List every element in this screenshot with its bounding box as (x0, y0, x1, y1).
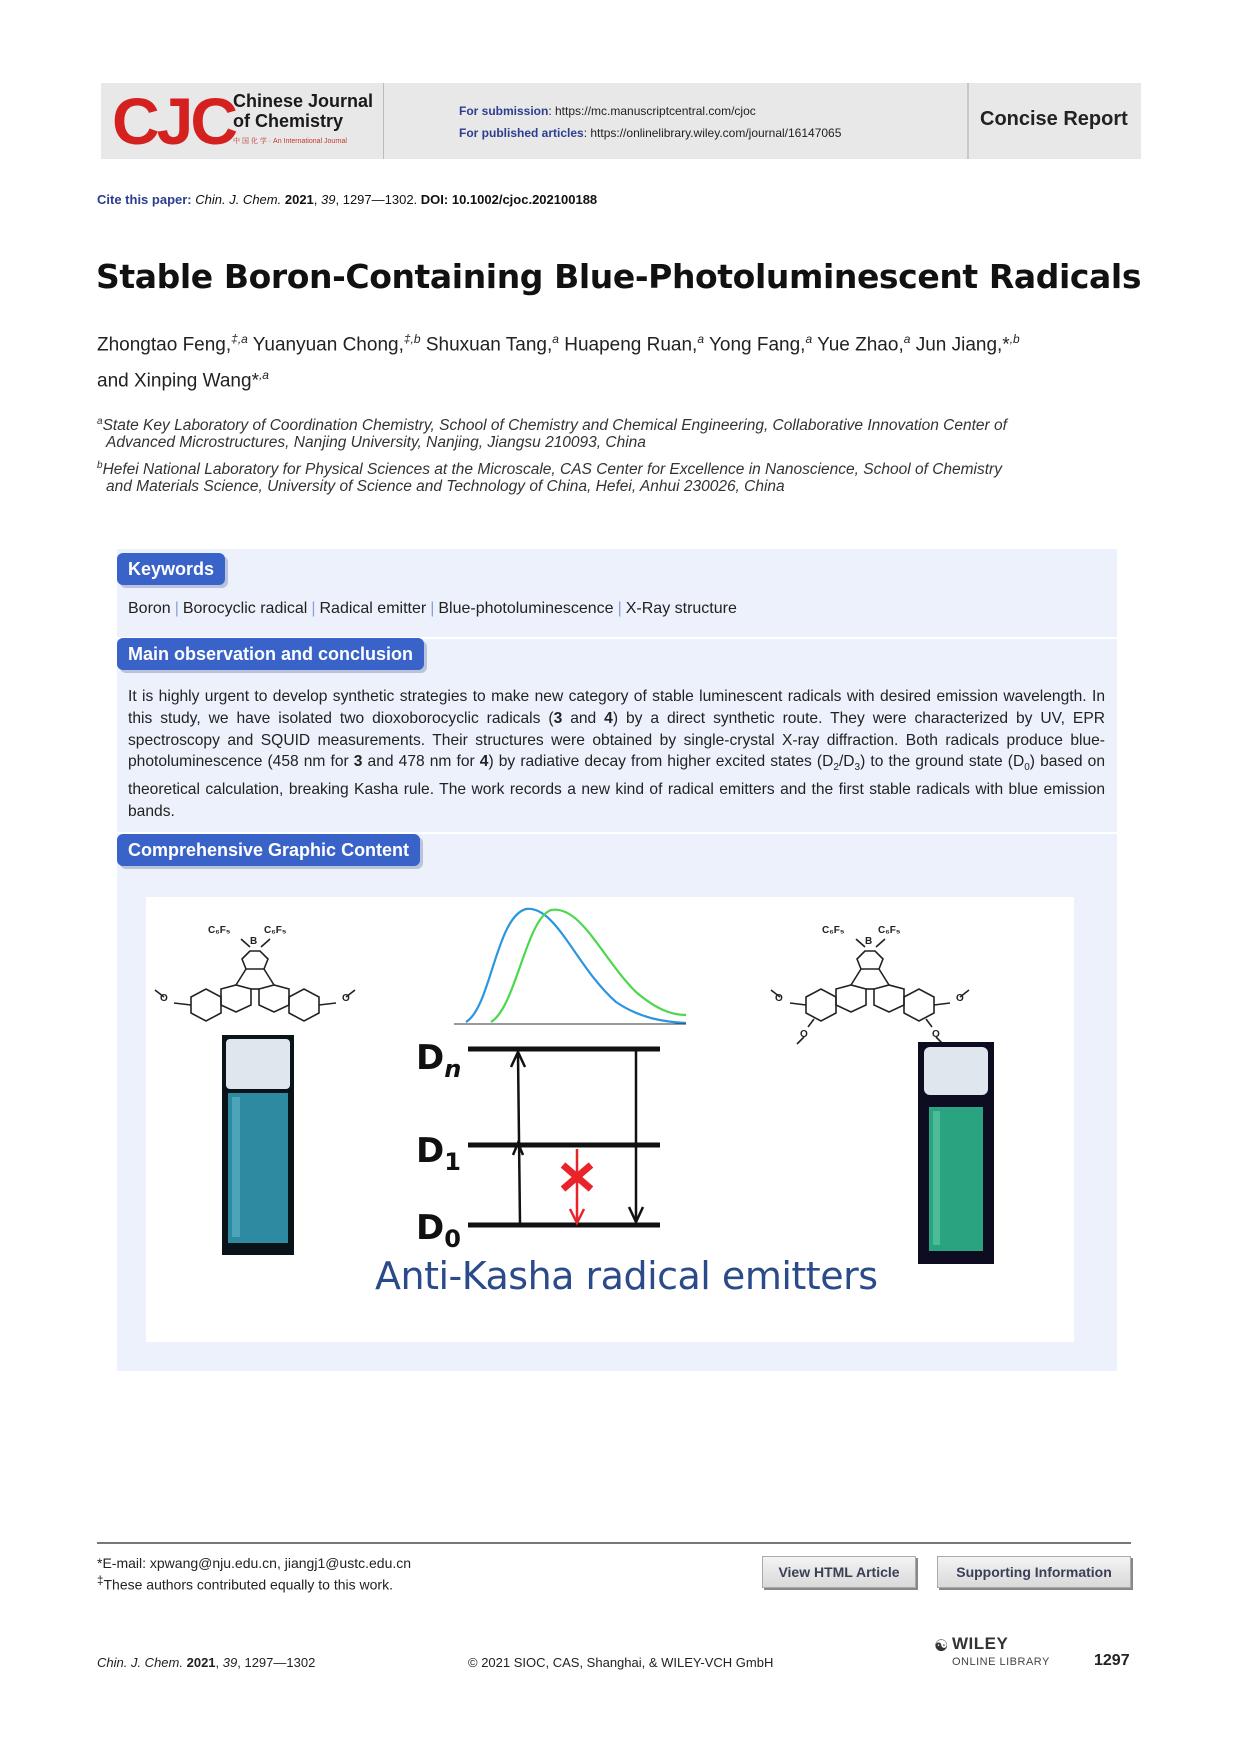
author-mark: ‡,b (403, 332, 421, 346)
author-mark: ,a (258, 368, 269, 383)
vial-3-photo (222, 1035, 294, 1255)
published-label: For published articles (459, 126, 584, 140)
supporting-information-button[interactable]: Supporting Information (937, 1556, 1131, 1588)
author: Yuanyuan Chong, (252, 334, 404, 356)
page-number: 1297 (1094, 1652, 1130, 1669)
graphic-caption: Anti-Kasha radical emitters (375, 1254, 878, 1298)
graphical-abstract-figure (146, 897, 1074, 1342)
citation-volume: 39 (321, 192, 336, 207)
author: and Xinping Wang* (97, 370, 259, 392)
main-observation-heading: Main observation and conclusion (117, 638, 424, 670)
citation-journal: Chin. J. Chem. (195, 192, 282, 207)
view-html-article-button[interactable]: View HTML Article (762, 1556, 916, 1588)
substituent-label: C₆F₅ (878, 925, 901, 936)
citation-line: Cite this paper: Chin. J. Chem. 2021, 39, 1297—1302. DOI: 10.1002/cjoc.202100188 (97, 192, 598, 207)
boron-label: B (865, 936, 873, 947)
citation-label: Cite this paper: (97, 192, 192, 207)
oxygen-label: O (160, 993, 168, 1004)
footer-rule (97, 1542, 1131, 1544)
substituent-label: C₆F₅ (264, 925, 287, 936)
author-mark: ‡,a (231, 332, 248, 346)
citation-year: 2021 (284, 192, 314, 207)
equal-contribution-note (97, 1574, 393, 1593)
wiley-online-library: ONLINE LIBRARY (952, 1656, 1050, 1668)
level-D0-label: $D_0$ (416, 1208, 461, 1253)
published-line (459, 126, 841, 140)
footer-pages: , 1297—1302 (237, 1655, 316, 1670)
keyword: X-Ray structure (625, 600, 737, 617)
author: Jun Jiang,* (915, 334, 1010, 356)
graphic-heading: Comprehensive Graphic Content (117, 834, 420, 866)
cjc-logo: CJC (112, 84, 236, 158)
keyword: Borocyclic radical (182, 600, 308, 617)
keyword-list: Boron | Borocyclic radical | Radical emitter | Blue-photoluminescence | X-Ray structure (128, 600, 737, 617)
affiliation-line: State Key Laboratory of Coordination Chemistry, School of Chemistry and Chemical Engineering, Collaborative Innovation Center of (102, 417, 1007, 435)
submission-line (459, 104, 756, 118)
emission-spectrum-4 (491, 910, 686, 1022)
header-divider (967, 83, 969, 159)
journal-name-line1: Chinese Journal (233, 91, 374, 111)
oxygen-label: O (800, 1029, 808, 1040)
author-mark: ,b (1009, 332, 1020, 346)
author: Yong Fang, (708, 334, 806, 356)
vial-4-photo (918, 1042, 994, 1264)
journal-name-line2: of Chemistry (233, 111, 344, 131)
keyword: Boron (128, 600, 171, 617)
citation-pages: , 1297—1302. (335, 192, 418, 207)
emission-spectrum-3 (466, 909, 686, 1023)
published-link[interactable]: : https://onlinelibrary.wiley.com/journal/16147065 (583, 126, 842, 140)
author: Zhongtao Feng, (97, 334, 232, 356)
affiliation-line: Hefei National Laboratory for Physical Sciences at the Microscale, CAS Center for Excellence in Nanoscience, School of Chemistry (102, 461, 1002, 479)
author: Huapeng Ruan, (564, 334, 698, 356)
boron-label: B (250, 936, 258, 947)
footer-volume: 39 (222, 1655, 238, 1670)
keywords-heading: Keywords (117, 553, 225, 585)
level-D1-label: $D_1$ (416, 1131, 461, 1176)
article-type: Concise Report (980, 108, 1128, 130)
wiley-logo-icon: ☯ (934, 1638, 949, 1655)
substituent-label: C₆F₅ (822, 925, 845, 936)
footer-year: 2021 (186, 1655, 216, 1670)
equal-text: These authors contributed equally to this work. (103, 1576, 393, 1593)
affiliation-mark: a (97, 416, 103, 427)
journal-tagline: 中 国 化 学 · An International Journal (233, 138, 347, 145)
wiley-logo: WILEY (952, 1634, 1009, 1653)
footer-journal: Chin. J. Chem. (97, 1655, 183, 1670)
excitation-arrow (518, 1055, 520, 1223)
author: Yue Zhao, (817, 334, 904, 356)
footer-citation: Chin. J. Chem. 2021, 39, 1297—1302 (97, 1655, 316, 1670)
oxygen-label: O (775, 993, 783, 1004)
affiliation-b-cont: and Materials Science, University of Science and Technology of China, Hefei, Anhui 230026, China (106, 478, 785, 495)
author: Shuxuan Tang, (425, 334, 553, 356)
submission-link[interactable]: : https://mc.manuscriptcentral.com/cjoc (548, 104, 756, 118)
author-mark: a (903, 332, 911, 346)
paper-title: Stable Boron-Containing Blue-Photoluminescent Radicals (96, 257, 1142, 296)
abstract-text: It is highly urgent to develop synthetic strategies to make new category of stable luminescent radicals with desired emission wavelength. In this study, we have isolated two dioxoborocyclic radicals (3 and 4) by a direct synthetic route. They were characterized by UV, EPR spectroscopy and SQUID measurements. Their structures were obtained by single-crystal X-ray diffraction. Both radicals produce blue-photoluminescence (458 nm for 3 and 478 nm for 4) by radiative decay from higher excited states $(D_2/D_3)$ to the ground state $(D_0)$ based on theoretical calculation, breaking Kasha rule. The work records a new kind of radical emitters and the first stable radicals with blue emission bands. (128, 688, 1105, 821)
oxygen-label: O (932, 1029, 940, 1040)
graphical-abstract (146, 897, 1074, 1342)
corresponding-email[interactable]: *E-mail: xpwang@nju.edu.cn, jiangj1@ustc.edu.cn (97, 1555, 412, 1571)
author-mark: a (805, 332, 813, 346)
affiliation-a-cont: Advanced Microstructures, Nanjing University, Nanjing, Jiangsu 210093, China (106, 434, 646, 451)
submission-label: For submission (459, 104, 549, 118)
level-Dn-label: $D_n$ (416, 1038, 462, 1083)
affiliation-mark: b (97, 460, 103, 471)
author-mark: a (697, 332, 705, 346)
substituent-label: C₆F₅ (208, 925, 231, 936)
keyword: Radical emitter (319, 600, 427, 617)
oxygen-label: O (342, 993, 350, 1004)
equal-mark: ‡ (97, 1574, 104, 1587)
citation-doi[interactable]: DOI: 10.1002/cjoc.202100188 (420, 192, 598, 207)
molecule-3-structure (155, 939, 355, 1021)
author-list (97, 324, 1157, 397)
header-divider (383, 83, 384, 159)
keyword: Blue-photoluminescence (438, 600, 614, 617)
oxygen-label: O (956, 993, 964, 1004)
copyright: © 2021 SIOC, CAS, Shanghai, & WILEY-VCH GmbH (468, 1655, 774, 1670)
author-mark: a (552, 332, 559, 346)
